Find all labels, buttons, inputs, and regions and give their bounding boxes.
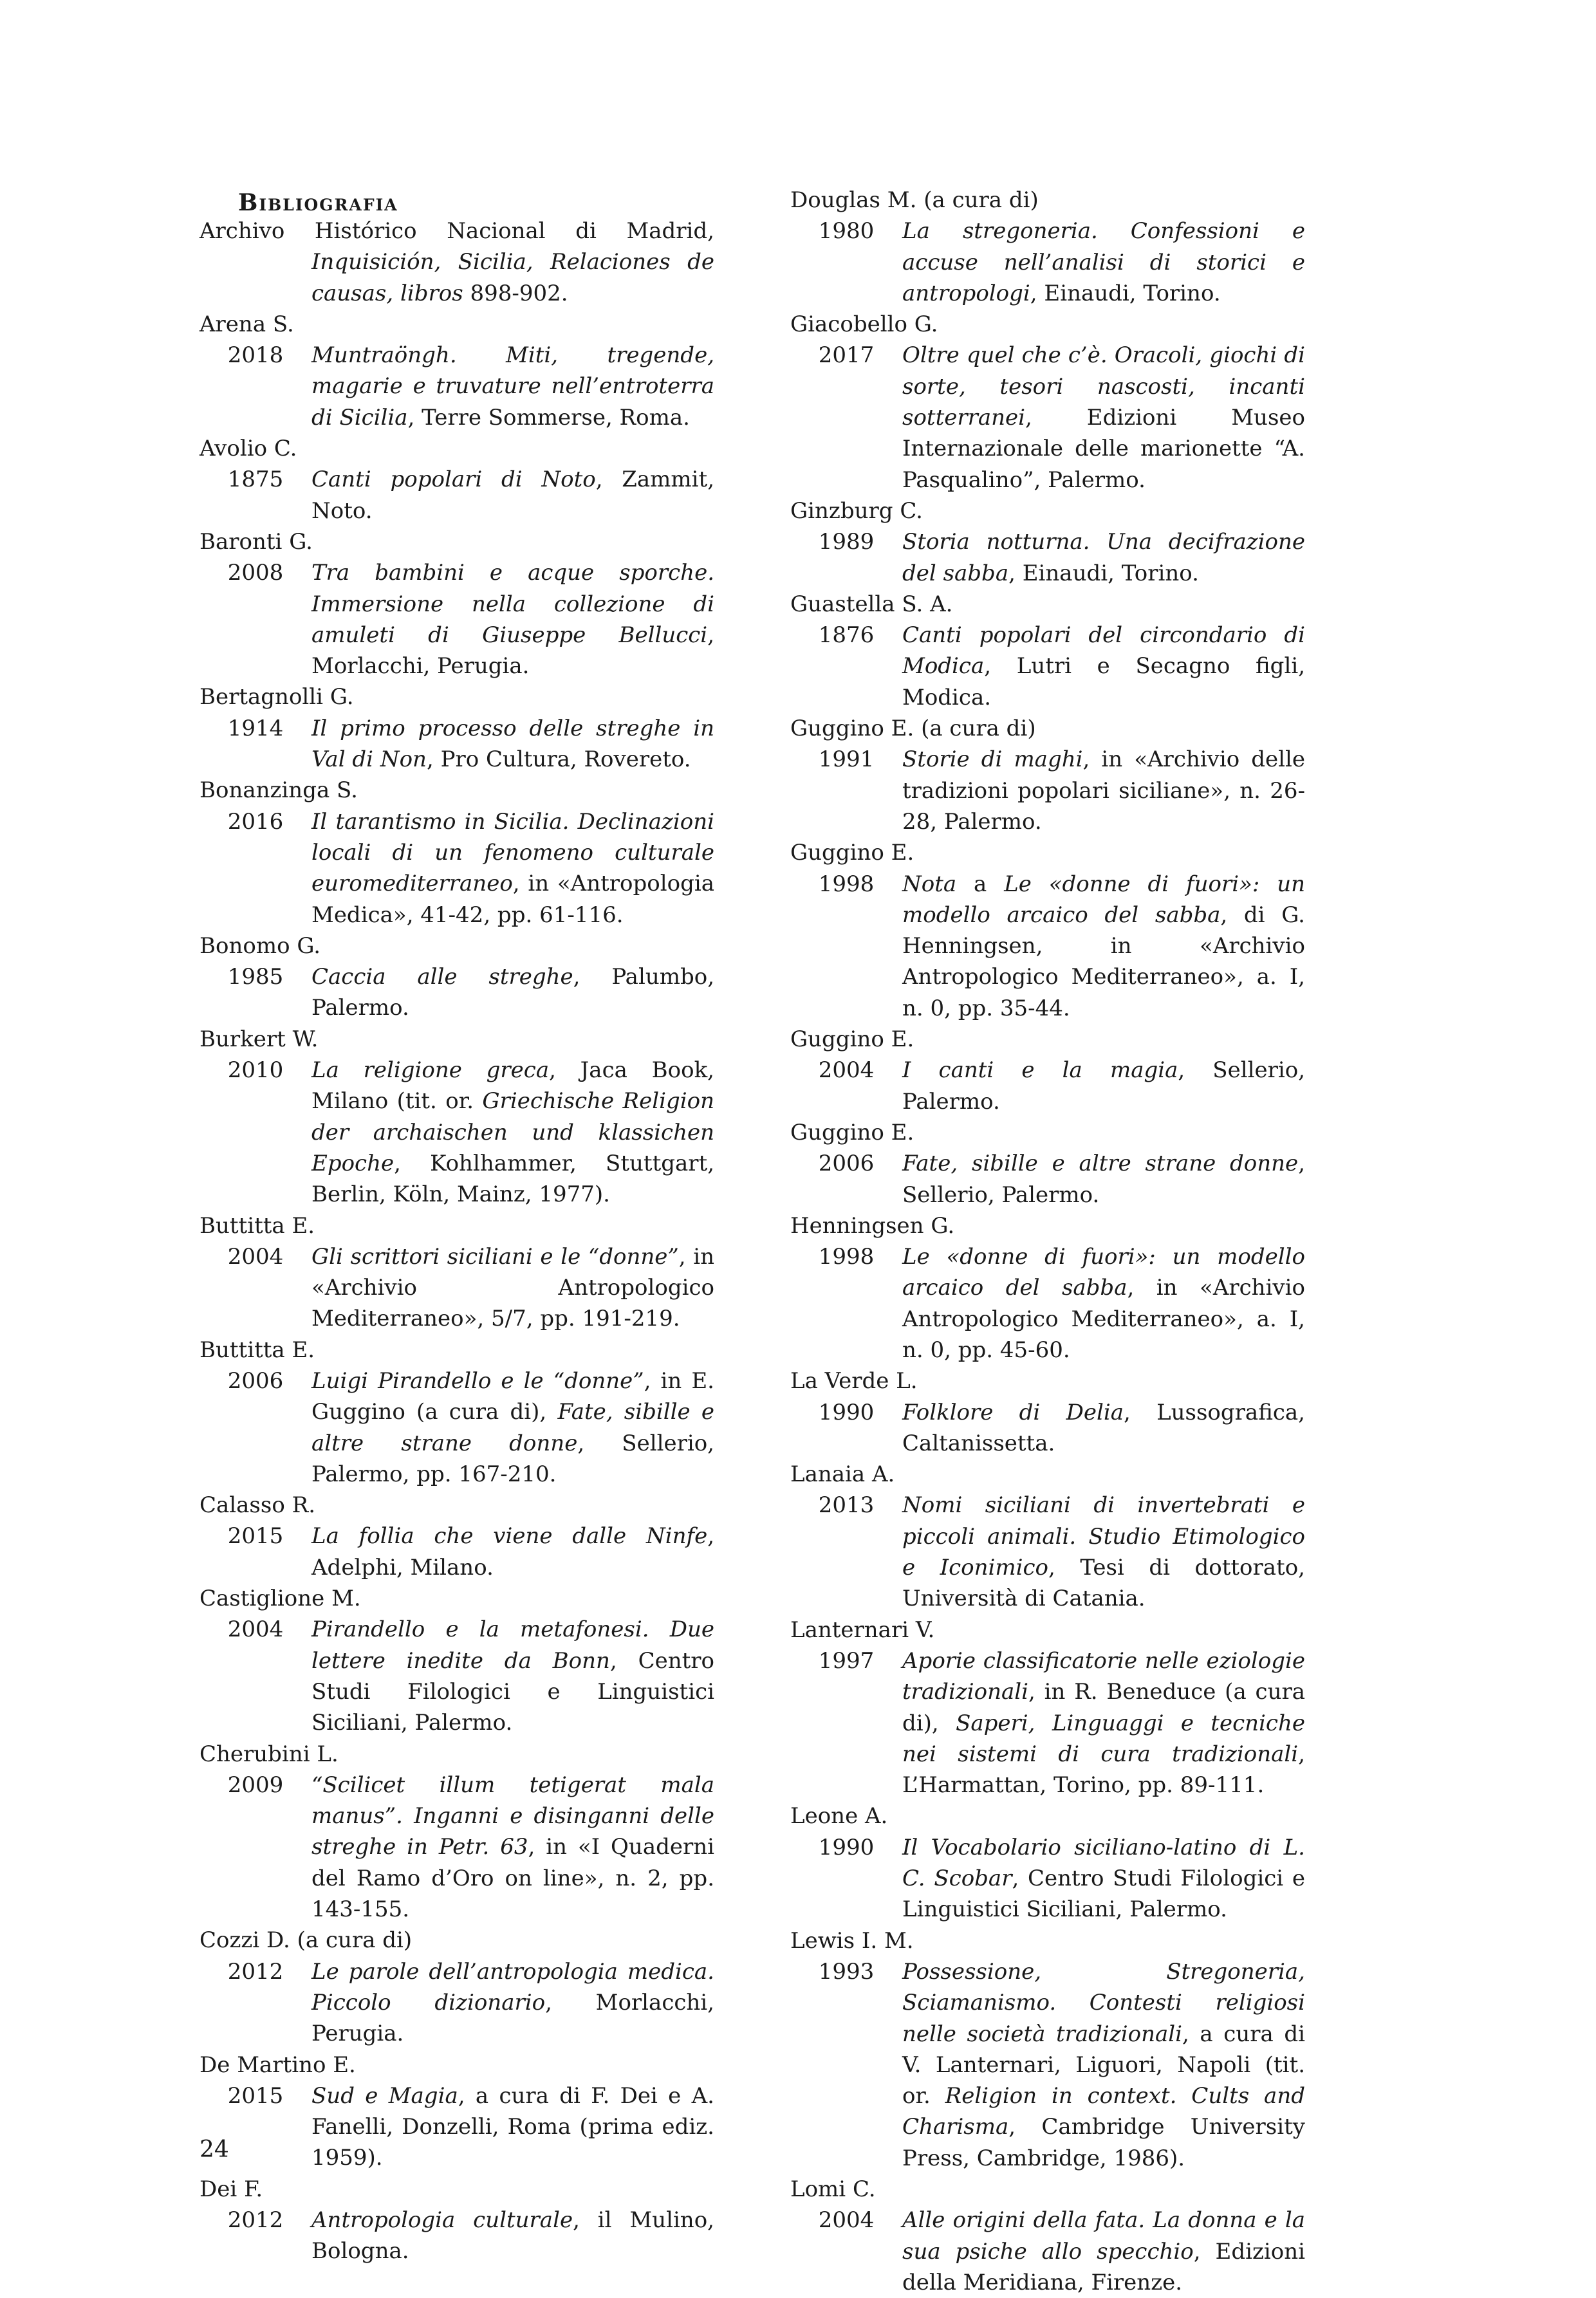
- bib-year: 2017: [818, 342, 875, 369]
- bib-work-entry: [200, 806, 714, 931]
- bib-author: Leone A.: [790, 1803, 888, 1830]
- bib-description: [311, 1055, 714, 1210]
- bib-title: Sud e Magia: [311, 2082, 458, 2109]
- bib-title: Storie di maghi: [902, 746, 1083, 773]
- bib-work-entry: [790, 216, 1305, 309]
- bib-title: Tra bambini e acque sporche. Immersione nella collezione di amuleti di Giuseppe Bellucci: [311, 560, 714, 648]
- bib-title: I canti e la magia: [902, 1057, 1178, 1084]
- bib-year: 2004: [818, 1057, 875, 1084]
- bib-title: Possessione, Stregoneria, Sciamanismo. Contesti religiosi nelle società tradizionali: [902, 1958, 1305, 2047]
- bib-text: , in «Archivio delle tradizioni popolari siciliane», n. 26-28, Palermo.: [902, 746, 1305, 835]
- bib-year: 1985: [227, 964, 284, 990]
- bib-work-entry: [200, 1241, 714, 1335]
- bib-description: [311, 2205, 714, 2267]
- bib-work-entry: [200, 1956, 714, 2050]
- bib-author: Buttitta E.: [200, 1337, 315, 1363]
- bib-author: Ginzburg C.: [790, 497, 923, 524]
- bib-title: Canti popolari di Noto: [311, 467, 596, 493]
- bib-text: , in E. Guggino (a cura di),: [311, 1367, 714, 1425]
- bib-description: [902, 1241, 1305, 1366]
- bib-work-entry: [790, 1645, 1305, 1801]
- bib-title: La follia che viene dalle Ninfe: [311, 1523, 708, 1550]
- bib-title: Gli scrittori siciliani e le “donne”: [311, 1243, 679, 1270]
- bib-year: 1993: [818, 1958, 875, 1985]
- bib-title: Fate, sibille e altre strane donne: [311, 1399, 714, 1456]
- bib-work-entry: [200, 1614, 714, 1738]
- bib-text: , in «Archivio Antropologico Mediterraneo», a. I, n. 0, pp. 45-60.: [902, 1275, 1305, 1363]
- bib-text: , Sellerio, Palermo, pp. 167-210.: [311, 1430, 714, 1487]
- bib-text: , a cura di F. Dei e A. Fanelli, Donzelli, Roma (prima ediz. 1959).: [311, 2082, 714, 2171]
- bib-description: [311, 1366, 714, 1490]
- bib-description: [311, 464, 714, 526]
- bib-description: [311, 806, 714, 931]
- bib-text: a: [956, 871, 1005, 897]
- bib-author: Henningsen G.: [790, 1212, 955, 1239]
- bib-author: Cherubini L.: [200, 1741, 339, 1767]
- bib-text: , in «I Quaderni del Ramo d’Oro on line», n. 2, pp. 143-155.: [311, 1834, 714, 1923]
- bib-title: Le «donne di fuori»: un modello arcaico del sabba: [902, 871, 1306, 928]
- bib-author: Lomi C.: [790, 2176, 876, 2202]
- bib-author: Guggino E. (a cura di): [790, 716, 1036, 742]
- bib-title: Le «donne di fuori»: un modello arcaico del sabba: [902, 1244, 1305, 1301]
- bib-description: [311, 961, 714, 1024]
- bib-year: 1990: [818, 1399, 875, 1425]
- bib-author: Lanternari V.: [790, 1617, 935, 1643]
- bib-text: , Lutri e Secagno figli, Modica.: [902, 653, 1305, 710]
- bib-work-entry: [790, 340, 1305, 495]
- bib-author: Guggino E.: [790, 1119, 914, 1145]
- bib-text: , Edizioni della Meridiana, Firenze.: [902, 2238, 1305, 2295]
- bib-text: , Zammit, Noto.: [311, 467, 714, 524]
- bib-year: 1991: [818, 746, 875, 773]
- bib-year: 2015: [227, 2082, 284, 2109]
- bib-text: , Centro Studi Filologici e Linguistici Siciliani, Palermo.: [311, 1647, 714, 1736]
- bib-text: , Terre Sommerse, Roma.: [407, 404, 690, 431]
- bib-year: 1989: [818, 529, 875, 555]
- bib-description: [311, 2080, 714, 2174]
- bib-text: , il Mulino, Bologna.: [311, 2207, 714, 2265]
- bib-work-entry: [200, 2080, 714, 2174]
- bib-description: [902, 620, 1305, 713]
- bib-work-entry: [790, 1055, 1305, 1117]
- bib-work-entry: [200, 1366, 714, 1490]
- bib-year: 2012: [227, 2207, 284, 2233]
- bib-description: [902, 340, 1305, 495]
- bib-text: , in «Antropologia Medica», 41-42, pp. 61-116.: [311, 871, 714, 928]
- bib-title: “Scilicet illum tetigerat mala manus”. Inganni e disinganni delle streghe in Petr. 63: [311, 1772, 714, 1860]
- bib-year: 2012: [227, 1958, 284, 1985]
- bib-description: [902, 2205, 1305, 2298]
- bib-title: Aporie classificatorie nelle eziologie tradizionali: [902, 1647, 1305, 1705]
- bib-description: [311, 1241, 714, 1335]
- bib-archive-entry: [200, 216, 714, 309]
- bib-author: Guastella S. A.: [790, 591, 953, 617]
- bib-year: 1998: [818, 1244, 875, 1270]
- bib-text: , Tesi di dottorato, Università di Catania.: [902, 1555, 1305, 1612]
- bib-text: Archivo Histórico Nacional di Madrid,: [200, 218, 714, 244]
- bib-author: Douglas M. (a cura di): [790, 187, 1039, 213]
- bib-title: Il primo processo delle streghe in Val di Non: [311, 715, 714, 773]
- bib-author: Baronti G.: [200, 528, 313, 555]
- bib-work-entry: [790, 1241, 1305, 1366]
- bib-description: [902, 1490, 1305, 1614]
- bib-work-entry: [790, 2205, 1305, 2298]
- bib-description: [902, 1397, 1305, 1459]
- bib-author: Guggino E.: [790, 1026, 914, 1053]
- bib-author: Giacobello G.: [790, 311, 938, 338]
- bib-text: , Adelphi, Milano.: [311, 1523, 714, 1580]
- bib-description: [311, 1614, 714, 1738]
- bib-year: 1998: [818, 871, 875, 897]
- bib-text: , in «Archivio Antropologico Mediterraneo», 5/7, pp. 191-219.: [311, 1243, 714, 1332]
- bib-year: 1980: [818, 218, 875, 245]
- bib-title: Folklore di Delia: [902, 1399, 1124, 1425]
- bib-author: Bonomo G.: [200, 932, 321, 959]
- bib-description: [902, 526, 1305, 589]
- bib-work-entry: [200, 464, 714, 526]
- bib-author: Cozzi D. (a cura di): [200, 1927, 413, 1954]
- bib-title: Caccia alle streghe: [311, 964, 573, 990]
- bib-text: , Einaudi, Torino.: [1030, 280, 1221, 306]
- bib-title: Storia notturna. Una decifrazione del sabba: [902, 529, 1305, 586]
- bib-work-entry: [200, 1770, 714, 1925]
- bib-author: Castiglione M.: [200, 1586, 361, 1612]
- bib-work-entry: [200, 1055, 714, 1210]
- bib-year: 2006: [227, 1367, 284, 1394]
- bib-work-entry: [200, 961, 714, 1024]
- bib-title: Antropologia culturale: [311, 2207, 573, 2233]
- bib-description: [902, 1832, 1305, 1925]
- bib-description: [902, 216, 1305, 309]
- bib-title: Nomi siciliani di invertebrati e piccoli animali. Studio Etimologico e Iconimico: [902, 1492, 1305, 1581]
- bib-author: Burkert W.: [200, 1026, 319, 1052]
- bib-text: , Kohlhammer, Stuttgart, Berlin, Köln, Mainz, 1977).: [311, 1150, 714, 1208]
- bib-description: [902, 1645, 1305, 1801]
- bib-author: La Verde L.: [790, 1368, 918, 1395]
- bib-work-entry: [790, 1397, 1305, 1459]
- bib-title: Alle origini della fata. La donna e la sua psiche allo specchio: [902, 2207, 1305, 2265]
- bib-description: [311, 1770, 714, 1925]
- bib-description: [902, 1055, 1305, 1117]
- left-column: [200, 185, 714, 2267]
- bib-text: 898-902.: [463, 280, 568, 306]
- bib-title: Canti popolari del circondario di Modica: [902, 622, 1305, 680]
- bib-description: [902, 869, 1305, 1024]
- bib-text: , Centro Studi Filologici e Linguistici Siciliani, Palermo.: [902, 1866, 1305, 1923]
- bib-work-entry: [790, 620, 1305, 713]
- bib-description: [311, 557, 714, 681]
- bib-work-entry: [200, 2205, 714, 2267]
- bib-year: 1997: [818, 1647, 875, 1674]
- bib-text: , Edizioni Museo Internazionale delle marionette “A. Pasqualino”, Palermo.: [902, 405, 1305, 493]
- bib-description: [902, 744, 1305, 837]
- bib-author: De Martino E.: [200, 2052, 356, 2078]
- bib-year: 1990: [818, 1834, 875, 1860]
- bib-text: , a cura di V. Lanternari, Liguori, Napoli (tit. or.: [902, 2021, 1306, 2109]
- bib-title: Il Vocabolario siciliano-latino di L. C. Scobar: [902, 1834, 1305, 1892]
- bib-work-entry: [200, 713, 714, 775]
- bib-work-entry: [790, 526, 1305, 589]
- bib-text: , Einaudi, Torino.: [1008, 560, 1199, 586]
- bib-description: [311, 713, 714, 775]
- bib-author: Buttitta E.: [200, 1212, 315, 1239]
- bib-year: 1876: [818, 622, 875, 649]
- bib-year: 2008: [227, 560, 284, 586]
- bib-text: , in R. Beneduce (a cura di),: [902, 1679, 1305, 1736]
- bib-author: Guggino E.: [790, 840, 914, 866]
- bib-description: [902, 1148, 1305, 1210]
- bib-title: Muntraöngh. Miti, tregende, magarie e truvature nell’entroterra di Sicilia: [311, 342, 714, 431]
- bib-text: , Lussografica, Caltanissetta.: [902, 1399, 1305, 1456]
- bib-year: 2004: [227, 1617, 284, 1643]
- bib-title: Saperi, Linguaggi e tecniche nei sistemi di cura tradizionali: [902, 1710, 1305, 1767]
- bib-text: , Sellerio, Palermo.: [902, 1151, 1305, 1208]
- bib-title: Inquisición, Sicilia, Relaciones de causas, libros: [311, 249, 714, 306]
- bib-text: , L’Harmattan, Torino, pp. 89-111.: [902, 1741, 1305, 1799]
- bib-author: Lewis I. M.: [790, 1927, 914, 1954]
- bib-work-entry: [200, 340, 714, 433]
- bib-text: , Morlacchi, Perugia.: [311, 1989, 714, 2047]
- bib-text: , Cambridge University Press, Cambridge, 1986).: [902, 2114, 1305, 2171]
- bib-work-entry: [790, 744, 1305, 837]
- bib-year: 2010: [227, 1057, 284, 1084]
- bib-year: 1914: [227, 715, 284, 741]
- bib-author: Bertagnolli G.: [200, 684, 354, 710]
- bib-author: Dei F.: [200, 2176, 263, 2202]
- right-column: [790, 185, 1305, 2298]
- bib-description: [311, 1521, 714, 1583]
- bib-author: Lanaia A.: [790, 1461, 895, 1488]
- bib-year: 2004: [818, 2207, 875, 2234]
- bib-text: , Sellerio, Palermo.: [902, 1057, 1305, 1115]
- bib-text: , di G. Henningsen, in «Archivio Antropologico Mediterraneo», a. I, n. 0, pp. 35-44.: [902, 902, 1305, 1021]
- bib-author: Avolio C.: [200, 436, 297, 462]
- bib-title: Il tarantismo in Sicilia. Declinazioni locali di un fenomeno culturale euromediterraneo: [311, 808, 714, 897]
- bib-title: Religion in context. Cults and Charisma: [902, 2083, 1305, 2140]
- bib-description: [311, 340, 714, 433]
- bib-title: Fate, sibille e altre strane donne: [902, 1151, 1299, 1177]
- bib-text: , Jaca Book, Milano (tit. or.: [311, 1057, 714, 1115]
- bib-year: 2018: [227, 342, 284, 369]
- bib-author: Calasso R.: [200, 1492, 316, 1519]
- bib-text: , Morlacchi, Perugia.: [311, 622, 714, 680]
- bib-year: 2013: [818, 1492, 875, 1519]
- bib-work-entry: [790, 1832, 1305, 1925]
- bib-description: [311, 1956, 714, 2050]
- bib-work-entry: [200, 1521, 714, 1583]
- bib-year: 2009: [227, 1772, 284, 1798]
- section-heading: Bibliografia: [238, 189, 398, 216]
- bib-year: 1875: [227, 467, 284, 493]
- bib-year: 2004: [227, 1243, 284, 1270]
- bib-work-entry: [790, 1490, 1305, 1614]
- bib-text: , Palumbo, Palermo.: [311, 964, 714, 1021]
- bib-title: Pirandello e la metafonesi. Due lettere inedite da Bonn: [311, 1617, 714, 1674]
- bib-title: La religione greca: [311, 1057, 550, 1084]
- bib-title: Luigi Pirandello e le “donne”: [311, 1367, 644, 1394]
- bib-year: 2006: [818, 1151, 875, 1177]
- bib-text: , Pro Cultura, Rovereto.: [426, 746, 691, 773]
- bib-work-entry: [200, 557, 714, 681]
- bib-title: Le parole dell’antropologia medica. Piccolo dizionario: [311, 1958, 714, 2015]
- bib-title: Nota: [902, 871, 957, 897]
- bib-title: Griechische Religion der archaischen und klassichen Epoche: [311, 1088, 714, 1176]
- bib-year: 2015: [227, 1523, 284, 1550]
- bib-work-entry: [790, 869, 1305, 1024]
- bib-title: Oltre quel che c’è. Oracoli, giochi di sorte, tesori nascosti, incanti sotterranei: [902, 342, 1305, 431]
- bib-work-entry: [790, 1148, 1305, 1210]
- bib-description: [902, 1956, 1305, 2174]
- bib-author: Arena S.: [200, 311, 294, 337]
- page-number: 24: [200, 2136, 229, 2163]
- bib-title: La stregoneria. Confessioni e accuse nell’analisi di storici e antropologi: [902, 218, 1305, 306]
- bib-author: Bonanzinga S.: [200, 777, 358, 804]
- bib-work-entry: [790, 1956, 1305, 2174]
- bib-year: 2016: [227, 808, 284, 835]
